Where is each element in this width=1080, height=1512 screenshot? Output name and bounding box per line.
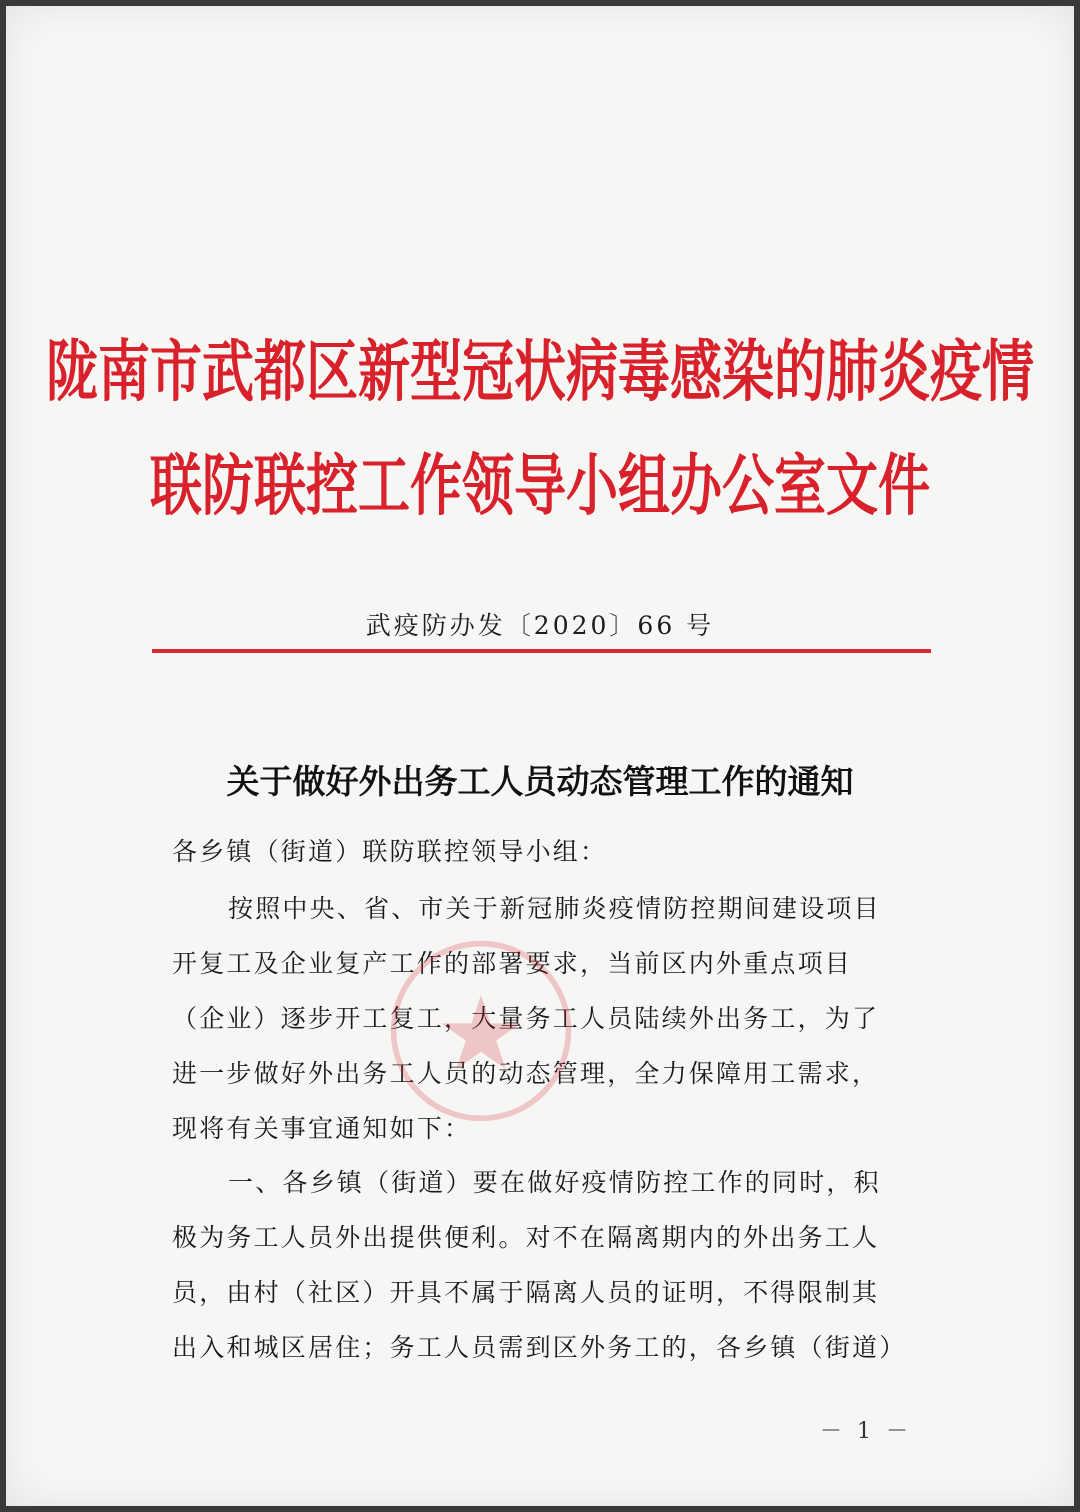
red-official-seal-icon <box>386 936 576 1126</box>
document-number: 武疫防办发〔2020〕66 号 <box>365 611 715 640</box>
body-line-5: 现将有关事宜通知如下： <box>172 1114 472 1143</box>
header-line-2: 联防联控工作领导小组办公室文件 <box>149 446 930 525</box>
red-divider-rule <box>152 649 931 653</box>
header-line-1: 陇南市武都区新型冠状病毒感染的肺炎疫情 <box>45 332 1034 411</box>
body-line-4: 进一步做好外出务工人员的动态管理，全力保障用工需求， <box>172 1059 880 1088</box>
salutation: 各乡镇（街道）联防联控领导小组： <box>172 837 608 866</box>
body-line-6: 一、各乡镇（街道）要在做好疫情防控工作的同时，积 <box>228 1168 881 1197</box>
body-line-9: 出入和城区居住；务工人员需到区外务工的，各乡镇（街道） <box>172 1333 907 1362</box>
body-line-3: （企业）逐步开工复工，大量务工人员陆续外出务工，为了 <box>172 1004 880 1033</box>
page-number: － 1 － <box>820 1419 912 1444</box>
body-line-2: 开复工及企业复产工作的部署要求，当前区内外重点项目 <box>172 949 853 978</box>
body-line-7: 极为务工人员外出提供便利。对不在隔离期内的外出务工人 <box>172 1223 880 1252</box>
document-page <box>6 6 1074 1506</box>
document-title: 关于做好外出务工人员动态管理工作的通知 <box>226 762 854 801</box>
body-line-8: 员，由村（社区）开具不属于隔离人员的证明，不得限制其 <box>172 1278 880 1307</box>
body-line-1: 按照中央、省、市关于新冠肺炎疫情防控期间建设项目 <box>228 894 881 923</box>
